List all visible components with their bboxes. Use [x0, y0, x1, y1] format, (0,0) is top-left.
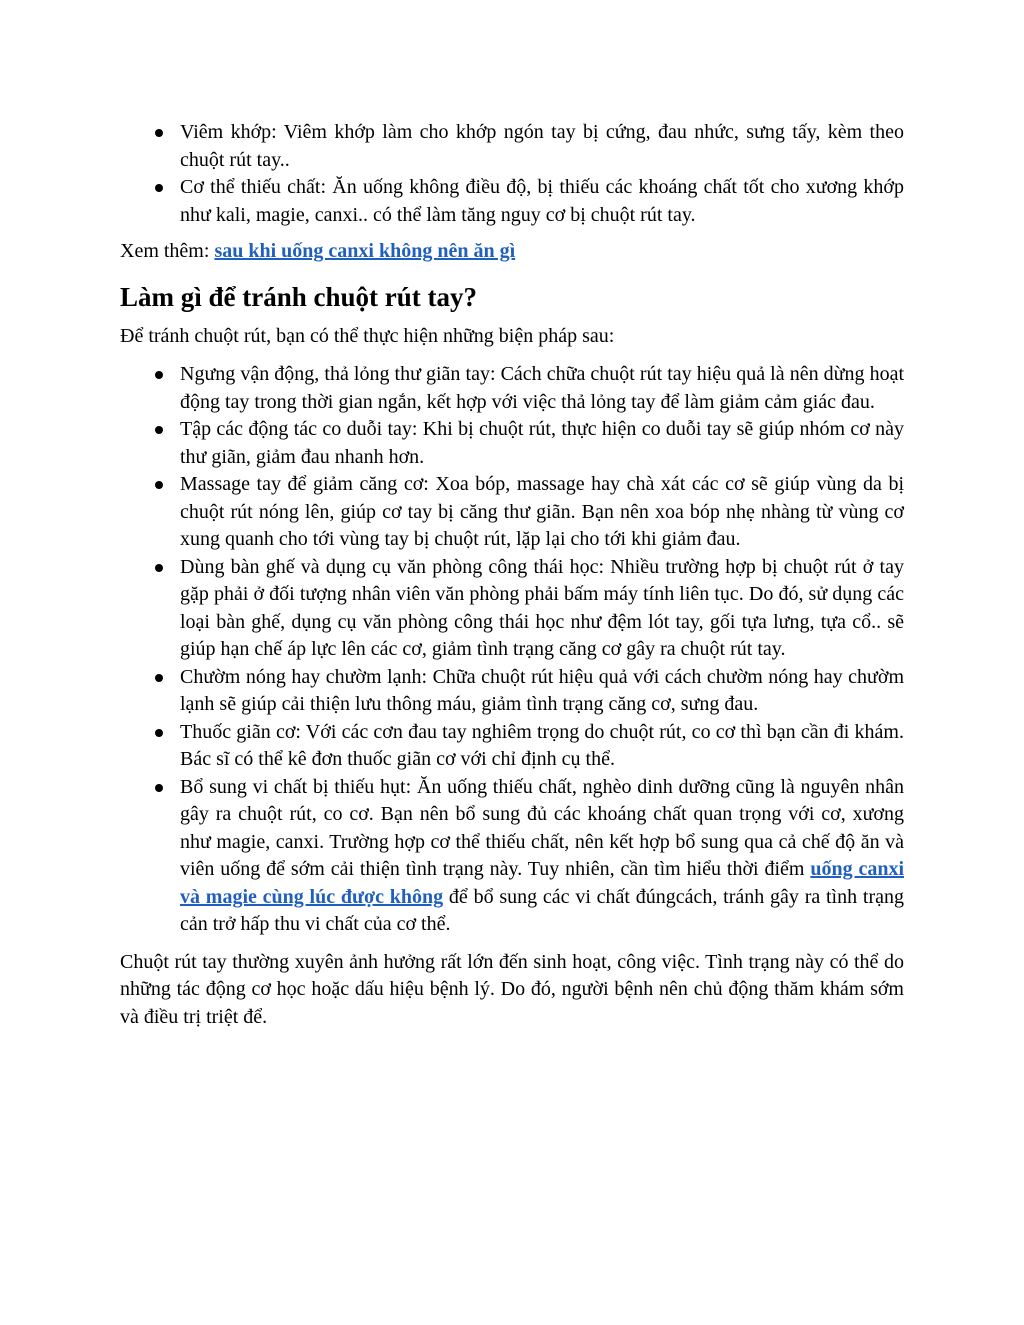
bullet-icon — [155, 129, 163, 137]
list-item-text: Ngưng vận động, thả lỏng thư giãn tay: Cách chữa chuột rút tay hiệu quả là nên dừng hoạt động tay trong thời gian ngắn, kết hợp với việc thả lỏng tay để làm giảm cảm giác đau. — [180, 363, 904, 413]
bullet-icon — [155, 784, 163, 792]
list-item — [120, 416, 904, 471]
list-item-text: Tập các động tác co duỗi tay: Khi bị chuột rút, thực hiện co duỗi tay sẽ giúp nhóm cơ này thư giãn, giảm đau nhanh hơn. — [180, 418, 904, 468]
page-content — [120, 119, 904, 1031]
list-item-text: Thuốc giãn cơ: Với các cơn đau tay nghiêm trọng do chuột rút, co cơ thì bạn cần đi khám. Bác sĩ có thể kê đơn thuốc giãn cơ với chỉ định cụ thể. — [180, 720, 904, 770]
see-more-prefix: Xem thêm: — [120, 240, 215, 262]
list-item — [120, 119, 904, 174]
list-item-text-before-link: Bổ sung vi chất bị thiếu hụt: Ăn uống thiếu chất, nghèo dinh dưỡng cũng là nguyên nhân gây ra chuột rút, co cơ. Bạn nên bổ sung đủ các khoáng chất quan trọng với cơ, xương như magie, canxi. Trường hợp cơ thể thiếu chất, nên kết hợp bổ sung qua cả chế độ ăn và viên uống để sớm cải thiện tình trạng này. Tuy nhiên, cần tìm hiểu thời điểm — [180, 775, 904, 880]
list-item-text: Viêm khớp: Viêm khớp làm cho khớp ngón tay bị cứng, đau nhức, sưng tấy, kèm theo chuột rút tay.. — [180, 121, 904, 171]
list-item-text-after-link: để bổ sung các vi chất đúngcách, tránh gây ra tình trạng cản trở hấp thu vi chất của cơ thể. — [180, 885, 904, 935]
see-more-line — [120, 238, 904, 266]
list-item-text: Cơ thể thiếu chất: Ăn uống không điều độ, bị thiếu các khoáng chất tốt cho xương khớp như kali, magie, canxi.. có thể làm tăng nguy cơ bị chuột rút tay. — [180, 176, 904, 226]
list-item — [120, 664, 904, 719]
section-heading: Làm gì để tránh chuột rút tay? — [120, 281, 477, 312]
see-more-link[interactable]: sau khi uống canxi không nên ăn gì — [214, 240, 516, 262]
bullet-icon — [155, 481, 163, 489]
bullet-icon — [155, 184, 163, 192]
closing-paragraph: Chuột rút tay thường xuyên ảnh hưởng rất lớn đến sinh hoạt, công việc. Tình trạng này có thể do những tác động cơ học hoặc dấu hiệu bệnh lý. Do đó, người bệnh nên chủ động thăm khám sớm và điều trị triệt để. — [120, 950, 904, 1028]
list-item — [120, 174, 904, 229]
list-item-text: Massage tay để giảm căng cơ: Xoa bóp, massage hay chà xát các cơ sẽ giúp vùng da bị chuột rút nóng lên, giúp cơ tay bị căng thư giãn. Bạn nên xoa bóp nhẹ nhàng từ vùng cơ xung quanh cho tới vùng tay bị chuột rút, lặp lại cho tới khi giảm đau. — [180, 473, 904, 550]
list-item — [120, 554, 904, 664]
list-item — [120, 774, 904, 939]
causes-list — [120, 119, 904, 229]
list-item — [120, 361, 904, 416]
list-item — [120, 471, 904, 554]
bullet-icon — [155, 426, 163, 434]
measures-list — [120, 361, 904, 939]
list-item-text: Chườm nóng hay chườm lạnh: Chữa chuột rút hiệu quả với cách chườm nóng hay chườm lạnh sẽ giúp cải thiện lưu thông máu, giảm tình trạng căng cơ, sưng đau. — [180, 665, 904, 715]
calcium-magnesium-link[interactable]: uống canxi và magie cùng lúc được không — [180, 858, 904, 908]
intro-paragraph: Để tránh chuột rút, bạn có thể thực hiện những biện pháp sau: — [120, 324, 615, 347]
bullet-icon — [155, 729, 163, 737]
list-item — [120, 719, 904, 774]
list-item-text: Dùng bàn ghế và dụng cụ văn phòng công thái học: Nhiều trường hợp bị chuột rút ở tay gặp phải ở đối tượng nhân viên văn phòng phải bấm máy tính liên tục. Do đó, sử dụng các loại bàn ghế, dụng cụ văn phòng công thái học như đệm lót tay, gối tựa lưng, tựa cổ.. sẽ giúp hạn chế áp lực lên các cơ, giảm tình trạng căng cơ gây ra chuột rút tay. — [180, 555, 904, 660]
bullet-icon — [155, 674, 163, 682]
bullet-icon — [155, 564, 163, 572]
bullet-icon — [155, 371, 163, 379]
